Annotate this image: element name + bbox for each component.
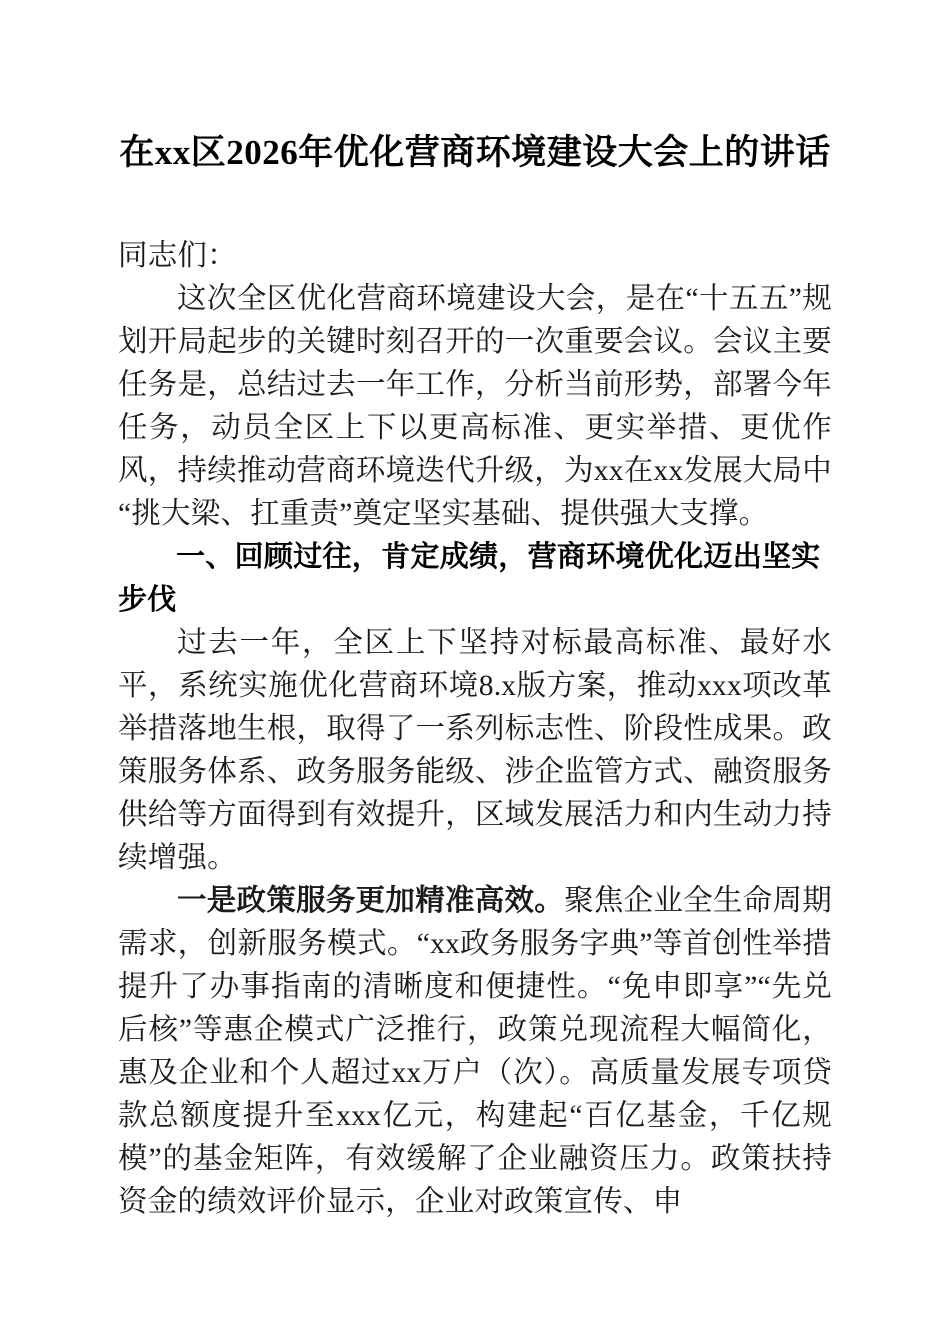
paragraph-lead-body: 聚焦企业全生命周期需求，创新服务模式。“xx政务服务字典”等首创性举措提升了办事指南的清晰度和便捷性。“免申即享”“先兑后核”等惠企模式广泛推行，政策兑现流程大幅简化，惠及企业和个人超过xx万户（次）。高质量发展专项贷款总额度提升至xxx亿元，构建起“百亿基金，千亿规模”的基金矩阵，有效缓解了企业融资压力。政策扶持资金的绩效评价显示，企业对政策宣传、申 bbox=[118, 885, 832, 1218]
salutation: 同志们： bbox=[118, 240, 237, 272]
section-heading-one: 一、回顾过往，肯定成绩，营商环境优化迈出坚实步伐 bbox=[118, 541, 821, 616]
paragraph-opening: 这次全区优化营商环境建设大会，是在“十五五”规划开局起步的关键时刻召开的一次重要会议。会议主要任务是，总结过去一年工作，分析当前形势，部署今年任务，动员全区上下以更高标准、更实举措、更优作风，持续推动营商环境迭代升级，为xx在xx发展大局中“挑大梁、扛重责”奠定坚实基础、提供强大支撑。 bbox=[118, 283, 832, 530]
page-title: 在xx区2026年优化营商环境建设大会上的讲话 bbox=[119, 133, 831, 172]
document-body bbox=[118, 0, 832, 1224]
paragraph-policy-service bbox=[118, 880, 832, 1224]
paragraph-lead-in: 一是政策服务更加精准高效。 bbox=[177, 885, 565, 917]
title-body-spacer bbox=[118, 178, 832, 235]
paragraph-review-achievements: 过去一年，全区上下坚持对标最高标准、最好水平，系统实施优化营商环境8.x版方案，推动xxx项改革举措落地生根，取得了一系列标志性、阶段性成果。政策服务体系、政务服务能级、涉企监管方式、融资服务供给等方面得到有效提升，区域发展活力和内生动力持续增强。 bbox=[118, 627, 832, 874]
